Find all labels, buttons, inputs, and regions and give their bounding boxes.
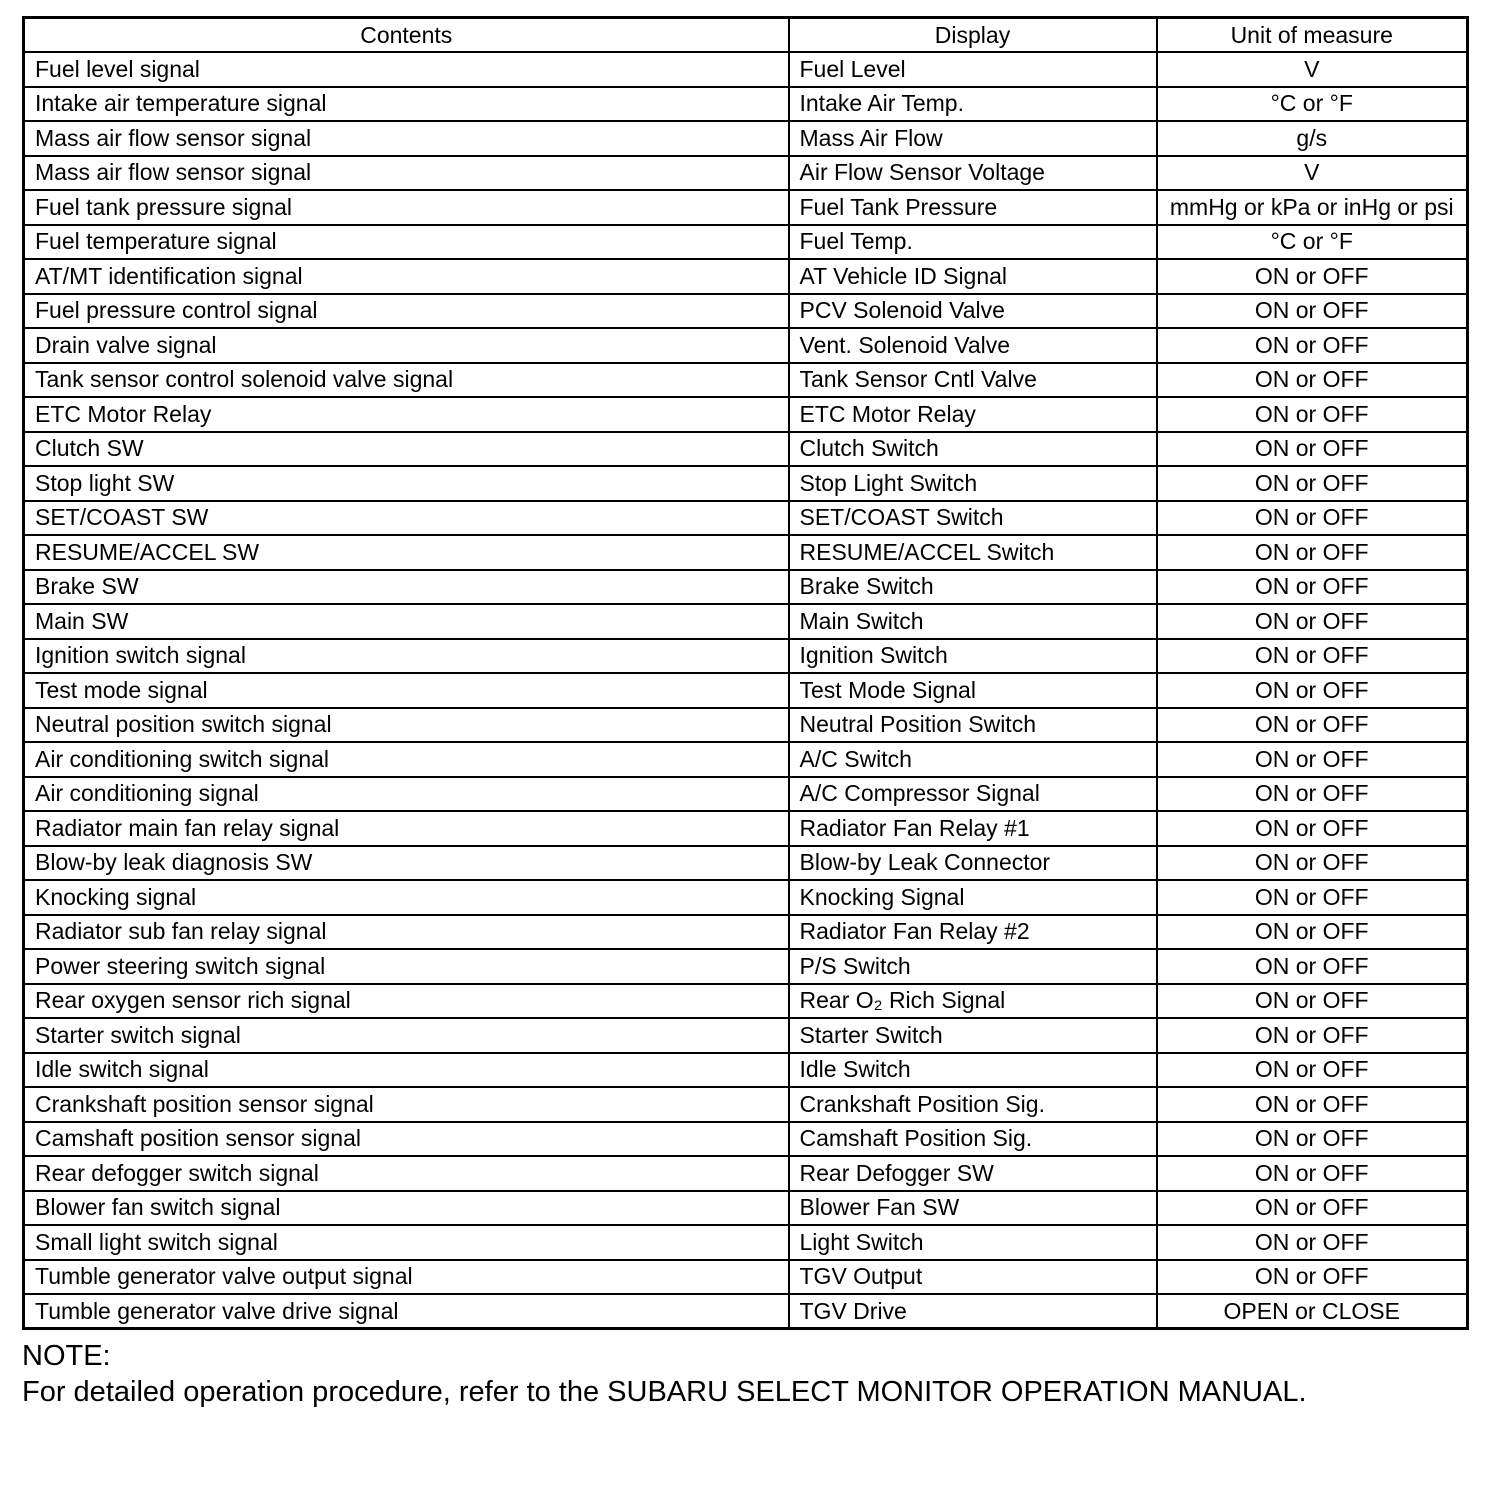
cell-display: Fuel Temp. bbox=[789, 225, 1157, 260]
cell-display: Ignition Switch bbox=[789, 639, 1157, 674]
table-row bbox=[24, 708, 1468, 743]
cell-display: SET/COAST Switch bbox=[789, 501, 1157, 536]
cell-unit: g/s bbox=[1157, 121, 1468, 156]
cell-unit: ON or OFF bbox=[1157, 1156, 1468, 1191]
note-text: For detailed operation procedure, refer to the SUBARU SELECT MONITOR OPERATION MANUAL. bbox=[22, 1376, 1307, 1408]
cell-contents: Neutral position switch signal bbox=[24, 708, 789, 743]
table-row bbox=[24, 1225, 1468, 1260]
cell-unit: ON or OFF bbox=[1157, 1225, 1468, 1260]
header-contents: Contents bbox=[24, 18, 789, 53]
cell-unit: ON or OFF bbox=[1157, 708, 1468, 743]
cell-contents: Ignition switch signal bbox=[24, 639, 789, 674]
table-row bbox=[24, 1087, 1468, 1122]
table-row bbox=[24, 156, 1468, 191]
cell-contents: Tumble generator valve drive signal bbox=[24, 1294, 789, 1329]
cell-contents: Knocking signal bbox=[24, 880, 789, 915]
cell-display: Rear O₂ Rich Signal bbox=[789, 984, 1157, 1019]
cell-contents: Mass air flow sensor signal bbox=[24, 121, 789, 156]
cell-display: Fuel Level bbox=[789, 52, 1157, 87]
table-row bbox=[24, 363, 1468, 398]
cell-display: Test Mode Signal bbox=[789, 673, 1157, 708]
cell-contents: Idle switch signal bbox=[24, 1053, 789, 1088]
cell-unit: ON or OFF bbox=[1157, 501, 1468, 536]
cell-display: Crankshaft Position Sig. bbox=[789, 1087, 1157, 1122]
table-row bbox=[24, 397, 1468, 432]
cell-unit: ON or OFF bbox=[1157, 328, 1468, 363]
cell-display: AT Vehicle ID Signal bbox=[789, 259, 1157, 294]
cell-contents: Intake air temperature signal bbox=[24, 87, 789, 122]
table-row bbox=[24, 259, 1468, 294]
cell-display: RESUME/ACCEL Switch bbox=[789, 535, 1157, 570]
cell-display: ETC Motor Relay bbox=[789, 397, 1157, 432]
cell-display: PCV Solenoid Valve bbox=[789, 294, 1157, 329]
table-row bbox=[24, 190, 1468, 225]
cell-contents: Clutch SW bbox=[24, 432, 789, 467]
cell-display: Camshaft Position Sig. bbox=[789, 1122, 1157, 1157]
cell-unit: ON or OFF bbox=[1157, 397, 1468, 432]
table-row bbox=[24, 1260, 1468, 1295]
cell-contents: Camshaft position sensor signal bbox=[24, 1122, 789, 1157]
cell-display: A/C Switch bbox=[789, 742, 1157, 777]
cell-contents: Stop light SW bbox=[24, 466, 789, 501]
cell-contents: Radiator sub fan relay signal bbox=[24, 915, 789, 950]
note-title: NOTE: bbox=[22, 1340, 111, 1372]
cell-contents: ETC Motor Relay bbox=[24, 397, 789, 432]
cell-contents: Fuel temperature signal bbox=[24, 225, 789, 260]
table-row bbox=[24, 639, 1468, 674]
cell-unit: ON or OFF bbox=[1157, 363, 1468, 398]
cell-unit: ON or OFF bbox=[1157, 673, 1468, 708]
table-row bbox=[24, 570, 1468, 605]
cell-display: P/S Switch bbox=[789, 949, 1157, 984]
cell-contents: Tumble generator valve output signal bbox=[24, 1260, 789, 1295]
cell-display: Rear Defogger SW bbox=[789, 1156, 1157, 1191]
cell-unit: ON or OFF bbox=[1157, 880, 1468, 915]
table-row bbox=[24, 811, 1468, 846]
table-row bbox=[24, 742, 1468, 777]
cell-contents: Tank sensor control solenoid valve signal bbox=[24, 363, 789, 398]
table-row bbox=[24, 501, 1468, 536]
cell-unit: ON or OFF bbox=[1157, 1122, 1468, 1157]
cell-display: Knocking Signal bbox=[789, 880, 1157, 915]
cell-contents: Starter switch signal bbox=[24, 1018, 789, 1053]
cell-contents: Radiator main fan relay signal bbox=[24, 811, 789, 846]
cell-display: Fuel Tank Pressure bbox=[789, 190, 1157, 225]
cell-display: Intake Air Temp. bbox=[789, 87, 1157, 122]
cell-display: Clutch Switch bbox=[789, 432, 1157, 467]
cell-contents: Fuel pressure control signal bbox=[24, 294, 789, 329]
cell-display: Tank Sensor Cntl Valve bbox=[789, 363, 1157, 398]
table-row bbox=[24, 1018, 1468, 1053]
cell-contents: Small light switch signal bbox=[24, 1225, 789, 1260]
cell-unit: °C or °F bbox=[1157, 87, 1468, 122]
table-row bbox=[24, 87, 1468, 122]
cell-unit: V bbox=[1157, 156, 1468, 191]
cell-display: Idle Switch bbox=[789, 1053, 1157, 1088]
cell-contents: Drain valve signal bbox=[24, 328, 789, 363]
cell-unit: ON or OFF bbox=[1157, 535, 1468, 570]
cell-contents: Power steering switch signal bbox=[24, 949, 789, 984]
cell-contents: Brake SW bbox=[24, 570, 789, 605]
header-unit: Unit of measure bbox=[1157, 18, 1468, 53]
select-monitor-table bbox=[22, 16, 1469, 1330]
cell-display: Radiator Fan Relay #1 bbox=[789, 811, 1157, 846]
cell-contents: Crankshaft position sensor signal bbox=[24, 1087, 789, 1122]
cell-contents: Rear oxygen sensor rich signal bbox=[24, 984, 789, 1019]
cell-unit: ON or OFF bbox=[1157, 294, 1468, 329]
cell-unit: ON or OFF bbox=[1157, 984, 1468, 1019]
table-row bbox=[24, 1053, 1468, 1088]
cell-display: Stop Light Switch bbox=[789, 466, 1157, 501]
cell-unit: ON or OFF bbox=[1157, 1053, 1468, 1088]
cell-contents: SET/COAST SW bbox=[24, 501, 789, 536]
cell-unit: ON or OFF bbox=[1157, 742, 1468, 777]
table-row bbox=[24, 949, 1468, 984]
cell-contents: RESUME/ACCEL SW bbox=[24, 535, 789, 570]
cell-unit: ON or OFF bbox=[1157, 639, 1468, 674]
table-row bbox=[24, 1156, 1468, 1191]
cell-display: Main Switch bbox=[789, 604, 1157, 639]
cell-unit: ON or OFF bbox=[1157, 1087, 1468, 1122]
table-row bbox=[24, 777, 1468, 812]
cell-display: Radiator Fan Relay #2 bbox=[789, 915, 1157, 950]
cell-unit: °C or °F bbox=[1157, 225, 1468, 260]
cell-contents: Rear defogger switch signal bbox=[24, 1156, 789, 1191]
table-row bbox=[24, 984, 1468, 1019]
cell-unit: ON or OFF bbox=[1157, 1018, 1468, 1053]
cell-unit: ON or OFF bbox=[1157, 259, 1468, 294]
document-sheet bbox=[22, 16, 1466, 1410]
table-body bbox=[24, 52, 1468, 1329]
cell-unit: ON or OFF bbox=[1157, 811, 1468, 846]
table-row bbox=[24, 432, 1468, 467]
cell-unit: ON or OFF bbox=[1157, 604, 1468, 639]
header-display: Display bbox=[789, 18, 1157, 53]
cell-contents: Fuel tank pressure signal bbox=[24, 190, 789, 225]
table-row bbox=[24, 880, 1468, 915]
note-block bbox=[22, 1338, 1466, 1410]
cell-display: Brake Switch bbox=[789, 570, 1157, 605]
table-row bbox=[24, 535, 1468, 570]
cell-display: TGV Output bbox=[789, 1260, 1157, 1295]
table-header-row bbox=[24, 18, 1468, 53]
cell-unit: V bbox=[1157, 52, 1468, 87]
cell-display: Light Switch bbox=[789, 1225, 1157, 1260]
cell-unit: ON or OFF bbox=[1157, 466, 1468, 501]
table-row bbox=[24, 466, 1468, 501]
cell-contents: Test mode signal bbox=[24, 673, 789, 708]
cell-display: Mass Air Flow bbox=[789, 121, 1157, 156]
table-row bbox=[24, 121, 1468, 156]
cell-display: Starter Switch bbox=[789, 1018, 1157, 1053]
cell-unit: ON or OFF bbox=[1157, 777, 1468, 812]
table-row bbox=[24, 294, 1468, 329]
cell-display: Vent. Solenoid Valve bbox=[789, 328, 1157, 363]
cell-unit: ON or OFF bbox=[1157, 570, 1468, 605]
cell-contents: Fuel level signal bbox=[24, 52, 789, 87]
table-row bbox=[24, 846, 1468, 881]
table-row bbox=[24, 604, 1468, 639]
cell-contents: Air conditioning switch signal bbox=[24, 742, 789, 777]
cell-unit: ON or OFF bbox=[1157, 949, 1468, 984]
cell-unit: ON or OFF bbox=[1157, 915, 1468, 950]
cell-unit: mmHg or kPa or inHg or psi bbox=[1157, 190, 1468, 225]
cell-unit: ON or OFF bbox=[1157, 432, 1468, 467]
cell-contents: Air conditioning signal bbox=[24, 777, 789, 812]
cell-display: TGV Drive bbox=[789, 1294, 1157, 1329]
table-row bbox=[24, 52, 1468, 87]
cell-contents: Blow-by leak diagnosis SW bbox=[24, 846, 789, 881]
cell-contents: Main SW bbox=[24, 604, 789, 639]
table-row bbox=[24, 1122, 1468, 1157]
cell-unit: OPEN or CLOSE bbox=[1157, 1294, 1468, 1329]
cell-display: Neutral Position Switch bbox=[789, 708, 1157, 743]
cell-unit: ON or OFF bbox=[1157, 1260, 1468, 1295]
cell-contents: AT/MT identification signal bbox=[24, 259, 789, 294]
table-row bbox=[24, 225, 1468, 260]
table-row bbox=[24, 1294, 1468, 1329]
table-row bbox=[24, 673, 1468, 708]
table-row bbox=[24, 915, 1468, 950]
table-row bbox=[24, 328, 1468, 363]
cell-display: Blower Fan SW bbox=[789, 1191, 1157, 1226]
cell-unit: ON or OFF bbox=[1157, 1191, 1468, 1226]
cell-display: Blow-by Leak Connector bbox=[789, 846, 1157, 881]
cell-display: A/C Compressor Signal bbox=[789, 777, 1157, 812]
cell-display: Air Flow Sensor Voltage bbox=[789, 156, 1157, 191]
cell-contents: Blower fan switch signal bbox=[24, 1191, 789, 1226]
table-row bbox=[24, 1191, 1468, 1226]
cell-contents: Mass air flow sensor signal bbox=[24, 156, 789, 191]
cell-unit: ON or OFF bbox=[1157, 846, 1468, 881]
